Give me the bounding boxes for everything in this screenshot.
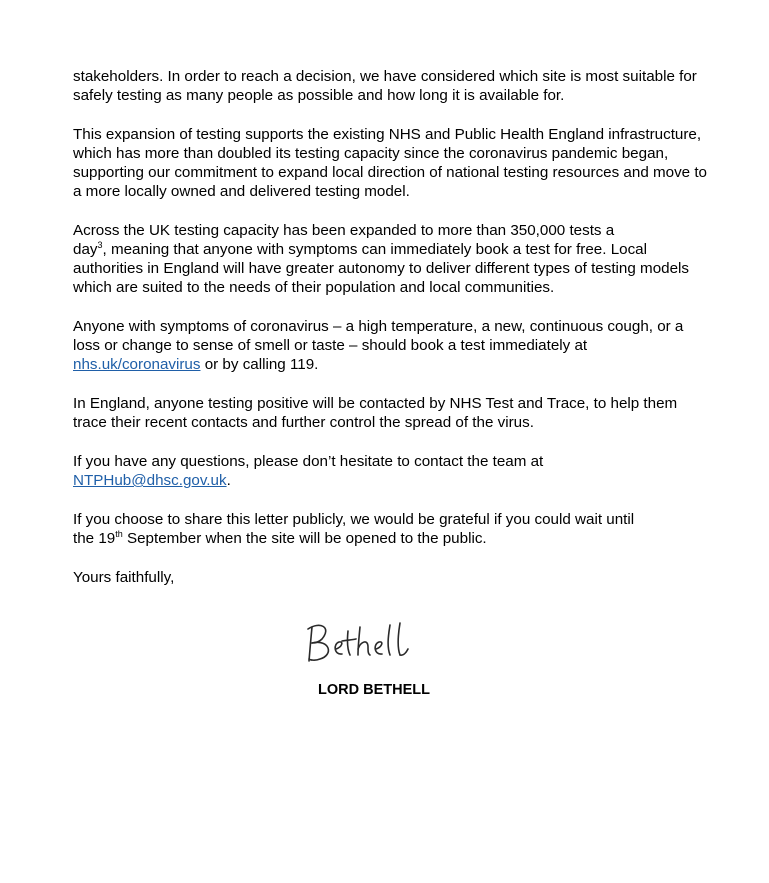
paragraph-testing-expansion	[73, 125, 713, 201]
signature-image	[300, 619, 475, 669]
closing-text: Yours faithfully,	[73, 569, 175, 586]
paragraph-text-date: the 19	[73, 530, 116, 547]
paragraph-text-rest: September when the site will be opened to the public.	[122, 530, 487, 547]
paragraph-share-letter	[73, 510, 713, 548]
paragraph-symptoms	[73, 317, 713, 374]
paragraph-text-end: .	[226, 472, 231, 489]
paragraph-text: In England, anyone testing positive will be contacted by NHS Test and Trace, to help them trace their recent contacts and further control the spread of the virus.	[73, 395, 678, 431]
paragraph-text: This expansion of testing supports the existing NHS and Public Health England infrastructure, which has more than doubled its testing capacity since the coronavirus pandemic began, supporting our commitment to expand local direction of national testing resources and move to a more locally owned and delivered testing model.	[73, 126, 708, 200]
ntphub-email-link[interactable]: NTPHub@dhsc.gov.uk	[73, 472, 227, 489]
closing-salutation	[73, 568, 713, 587]
paragraph-uk-capacity	[73, 221, 713, 297]
paragraph-text-rest: , meaning that anyone with symptoms can immediately book a test for free. Local authorities in England will have greater autonomy to deliver different types of testing models which are suited to the needs of their population and local communities.	[73, 241, 690, 296]
paragraph-test-and-trace	[73, 394, 713, 432]
footnote-marker: 3	[97, 240, 103, 250]
paragraph-text-end: or by calling 119.	[200, 356, 319, 373]
letter-body	[73, 67, 713, 607]
paragraph-text: stakeholders. In order to reach a decision, we have considered which site is most suitable for safely testing as many people as possible and how long it is available for.	[73, 68, 697, 104]
paragraph-site-decision	[73, 67, 713, 105]
paragraph-text: If you have any questions, please don’t hesitate to contact the team at	[73, 453, 544, 470]
paragraph-questions	[73, 452, 713, 490]
signature-drawing	[300, 619, 475, 669]
nhs-coronavirus-link[interactable]: nhs.uk/coronavirus	[73, 356, 201, 373]
paragraph-text-day: day	[73, 241, 98, 258]
ordinal-suffix: th	[115, 529, 123, 539]
paragraph-text: Anyone with symptoms of coronavirus – a high temperature, a new, continuous cough, or a loss or change to sense of smell or taste – should book a test immediately at	[73, 318, 684, 354]
signer-name: LORD BETHELL	[318, 682, 430, 698]
paragraph-text-line1: If you choose to share this letter publicly, we would be grateful if you could wait until	[73, 511, 635, 528]
paragraph-text-line1: Across the UK testing capacity has been expanded to more than 350,000 tests a	[73, 222, 615, 239]
